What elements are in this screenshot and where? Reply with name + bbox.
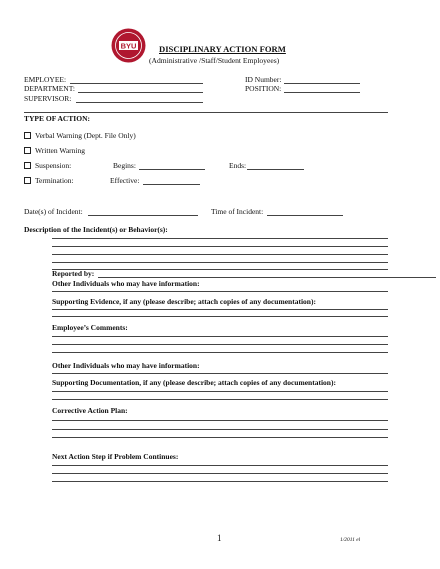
supporting-evidence-label: Supporting Evidence, if any (please describe; attach copies of any documentation):	[52, 297, 316, 306]
id-number-line[interactable]	[284, 83, 360, 84]
effective-label: Effective:	[110, 176, 140, 185]
employee-comments-line[interactable]	[52, 352, 388, 353]
termination-label: Termination:	[35, 176, 74, 185]
corrective-action-line[interactable]	[52, 420, 388, 421]
corrective-action-line[interactable]	[52, 429, 388, 430]
position-line[interactable]	[284, 92, 360, 93]
date-of-incident-label: Date(s) of Incident:	[24, 207, 83, 216]
type-of-action-heading: TYPE OF ACTION:	[24, 114, 90, 123]
employee-comments-line[interactable]	[52, 344, 388, 345]
form-subtitle: (Administrative /Staff/Student Employees)	[149, 56, 280, 65]
verbal-warning-checkbox[interactable]	[24, 132, 31, 139]
supporting-evidence-line[interactable]	[52, 309, 388, 310]
page-number: 1	[217, 533, 222, 543]
written-warning-label: Written Warning	[35, 146, 85, 155]
time-of-incident-label: Time of Incident:	[211, 207, 264, 216]
other-individuals-label: Other Individuals who may have information:	[52, 279, 200, 288]
termination-option[interactable]	[24, 176, 74, 185]
suspension-label: Suspension:	[35, 161, 72, 170]
effective-line[interactable]	[143, 184, 200, 185]
supervisor-line[interactable]	[76, 102, 203, 103]
supporting-documentation-label: Supporting Documentation, if any (please describe; attach copies of any documentation):	[52, 378, 336, 387]
supervisor-label: SUPERVISOR:	[24, 94, 72, 103]
written-warning-option[interactable]	[24, 146, 85, 155]
byu-logo	[111, 28, 146, 63]
other-individuals-2-label: Other Individuals who may have information:	[52, 361, 200, 370]
ends-label: Ends:	[229, 161, 247, 170]
other-individuals-line[interactable]	[52, 291, 388, 292]
employee-comments-label: Employee’s Comments:	[52, 323, 128, 332]
description-line[interactable]	[52, 246, 388, 247]
next-action-line[interactable]	[52, 473, 388, 474]
logo-text: BYU	[120, 41, 137, 51]
id-number-label: ID Number:	[245, 75, 282, 84]
supporting-evidence-line[interactable]	[52, 316, 388, 317]
supporting-documentation-line[interactable]	[52, 399, 388, 400]
verbal-warning-label: Verbal Warning (Dept. File Only)	[35, 131, 136, 140]
form-title: DISCIPLINARY ACTION FORM	[159, 44, 286, 54]
begins-line[interactable]	[139, 169, 205, 170]
next-action-line[interactable]	[52, 481, 388, 482]
position-label: POSITION:	[245, 84, 282, 93]
date-of-incident-line[interactable]	[88, 215, 198, 216]
employee-label: EMPLOYEE:	[24, 75, 67, 84]
written-warning-checkbox[interactable]	[24, 147, 31, 154]
reported-by-label: Reported by:	[52, 269, 95, 278]
description-line[interactable]	[52, 238, 388, 239]
next-action-label: Next Action Step if Problem Continues:	[52, 452, 179, 461]
description-line[interactable]	[52, 262, 388, 263]
begins-label: Begins:	[113, 161, 136, 170]
employee-comments-line[interactable]	[52, 336, 388, 337]
description-line[interactable]	[52, 254, 388, 255]
other-individuals-2-line[interactable]	[52, 373, 388, 374]
verbal-warning-option[interactable]	[24, 131, 136, 140]
department-label: DEPARTMENT:	[24, 84, 75, 93]
ends-line[interactable]	[247, 169, 304, 170]
corrective-action-line[interactable]	[52, 437, 388, 438]
section-divider	[24, 112, 388, 113]
employee-line[interactable]	[70, 83, 203, 84]
description-label: Description of the Incident(s) or Behavior(s):	[24, 225, 168, 234]
termination-checkbox[interactable]	[24, 177, 31, 184]
corrective-action-label: Corrective Action Plan:	[52, 406, 128, 415]
suspension-option[interactable]	[24, 161, 71, 170]
revision-note: 1/2011 el	[340, 537, 361, 543]
description-line[interactable]	[52, 269, 388, 270]
next-action-line[interactable]	[52, 465, 388, 466]
department-line[interactable]	[78, 92, 203, 93]
reported-by-line[interactable]	[98, 277, 436, 278]
supporting-documentation-line[interactable]	[52, 391, 388, 392]
suspension-checkbox[interactable]	[24, 162, 31, 169]
time-of-incident-line[interactable]	[267, 215, 343, 216]
